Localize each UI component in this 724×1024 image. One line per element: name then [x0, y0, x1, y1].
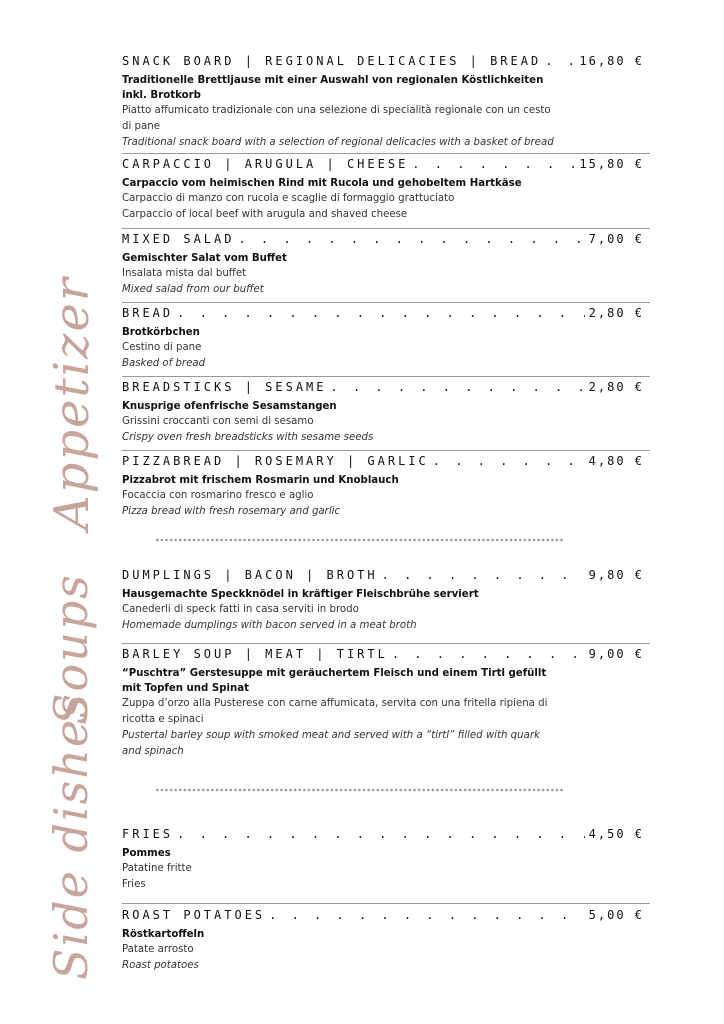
item-desc-de: Gemischter Salat vom Buffet — [122, 253, 287, 264]
item-desc-de: Brotkörbchen — [122, 327, 200, 338]
item-desc-it: Focaccia con rosmarino fresco e aglio — [122, 490, 314, 501]
item-name: DUMPLINGS | BACON | BROTH — [122, 568, 378, 582]
item-price: 2,80 € — [588, 380, 644, 394]
dot-leader — [269, 908, 584, 922]
item-desc-de: Traditionelle Brettljause mit einer Auswahl von regionalen Köstlichkeiten inkl. Brotkorb — [122, 75, 544, 101]
item-desc-de: “Puschtra” Gerstesuppe mit geräuchertem Fleisch und einem Tirtl gefüllt mit Topfen und Spinat — [122, 668, 547, 694]
item-desc-de: Knusprige ofenfrische Sesamstangen — [122, 401, 337, 412]
item-price: 2,80 € — [588, 306, 644, 320]
section-title-appetizer: Appetizer — [44, 276, 100, 530]
item-header — [122, 568, 644, 583]
menu-item — [122, 908, 650, 974]
divider — [122, 302, 650, 303]
divider — [122, 228, 650, 229]
item-header — [122, 306, 644, 321]
item-header — [122, 454, 644, 469]
menu-item — [122, 157, 650, 223]
item-name: MIXED SALAD — [122, 232, 235, 246]
dot-leader — [238, 232, 584, 246]
item-header — [122, 380, 644, 395]
item-desc-en: Carpaccio of local beef with arugula and shaved cheese — [122, 209, 408, 220]
item-name: ROAST POTATOES — [122, 908, 266, 922]
menu-item — [122, 568, 650, 634]
menu-item — [122, 306, 650, 372]
menu-item — [122, 232, 650, 298]
item-name: BREAD — [122, 306, 174, 320]
item-header — [122, 647, 644, 662]
item-header — [122, 232, 644, 247]
divider — [122, 376, 650, 377]
menu-item — [122, 380, 650, 446]
item-name: BREADSTICKS | SESAME — [122, 380, 327, 394]
item-name: FRIES — [122, 827, 174, 841]
dot-leader — [412, 157, 575, 171]
item-price: 4,50 € — [588, 827, 644, 841]
menu-item — [122, 54, 650, 151]
dot-leader — [433, 454, 585, 468]
item-header — [122, 54, 644, 69]
item-desc-it: Cestino di pane — [122, 342, 202, 353]
item-desc-en: Pustertal barley soup with smoked meat and served with a “tirtl” filled with quark and spinach — [122, 730, 540, 757]
item-desc-en: Crispy oven fresh breadsticks with sesame seeds — [122, 432, 374, 443]
item-price: 5,00 € — [588, 908, 644, 922]
item-desc-en: Roast potatoes — [122, 960, 199, 971]
divider — [122, 153, 650, 154]
item-price: 9,00 € — [588, 647, 644, 661]
item-desc-de: Hausgemachte Speckknödel in kräftiger Fleischbrühe serviert — [122, 589, 479, 600]
dot-leader — [177, 306, 585, 320]
item-desc-it: Carpaccio di manzo con rucola e scaglie di formaggio grattuciato — [122, 193, 455, 204]
item-price: 7,00 € — [588, 232, 644, 246]
item-price: 16,80 € — [579, 54, 644, 68]
divider — [122, 643, 650, 644]
item-header — [122, 827, 644, 842]
item-desc-it: Insalata mista dal buffet — [122, 268, 247, 279]
item-desc-it: Zuppa d’orzo alla Pusterese con carne affumicata, servita con una fritella ripiena di ricotta e spinaci — [122, 698, 548, 725]
item-desc-en: Traditional snack board with a selection of regional delicacies with a basket of bread — [122, 137, 554, 148]
item-desc-de: Röstkartoffeln — [122, 929, 205, 940]
dot-leader — [545, 54, 575, 68]
item-desc-en: Mixed salad from our buffet — [122, 284, 264, 295]
item-desc-it: Grissini croccanti con semi di sesamo — [122, 416, 314, 427]
item-name: BARLEY SOUP | MEAT | TIRTL — [122, 647, 388, 661]
menu-item — [122, 454, 650, 520]
divider — [122, 450, 650, 451]
dot-leader — [177, 827, 585, 841]
divider — [122, 903, 650, 904]
dot-leader — [382, 568, 585, 582]
dot-leader — [331, 380, 585, 394]
item-header — [122, 157, 644, 172]
dot-leader — [392, 647, 585, 661]
item-desc-en: Pizza bread with fresh rosemary and garlic — [122, 506, 341, 517]
item-name: PIZZABREAD | ROSEMARY | GARLIC — [122, 454, 429, 468]
item-name: SNACK BOARD | REGIONAL DELICACIES | BREAD — [122, 54, 542, 68]
item-price: 4,80 € — [588, 454, 644, 468]
item-price: 9,80 € — [588, 568, 644, 582]
item-desc-de: Pizzabrot mit frischem Rosmarin und Knoblauch — [122, 475, 399, 486]
item-desc-it: Canederli di speck fatti in casa serviti in brodo — [122, 604, 359, 615]
item-desc-it: Patate arrosto — [122, 944, 194, 955]
item-header — [122, 908, 644, 923]
item-desc-it: Patatine fritte — [122, 863, 192, 874]
menu-item — [122, 647, 650, 760]
item-desc-en: Fries — [122, 879, 146, 890]
item-desc-de: Carpaccio vom heimischen Rind mit Rucola und gehobeltem Hartkäse — [122, 178, 522, 189]
item-desc-en: Basked of bread — [122, 358, 206, 369]
section-separator — [155, 538, 563, 542]
item-desc-it: Piatto affumicato tradizionale con una selezione di specialità regionale con un cesto di pane — [122, 105, 551, 132]
item-desc-de: Pommes — [122, 848, 171, 859]
menu-item — [122, 827, 650, 893]
section-title-side-dishes: Side dishes — [44, 692, 98, 980]
item-desc-en: Homemade dumplings with bacon served in a meat broth — [122, 620, 417, 631]
item-name: CARPACCIO | ARUGULA | CHEESE — [122, 157, 409, 171]
section-separator — [155, 788, 563, 792]
section-title-soups: Soups — [44, 573, 98, 725]
item-price: 15,80 € — [579, 157, 644, 171]
